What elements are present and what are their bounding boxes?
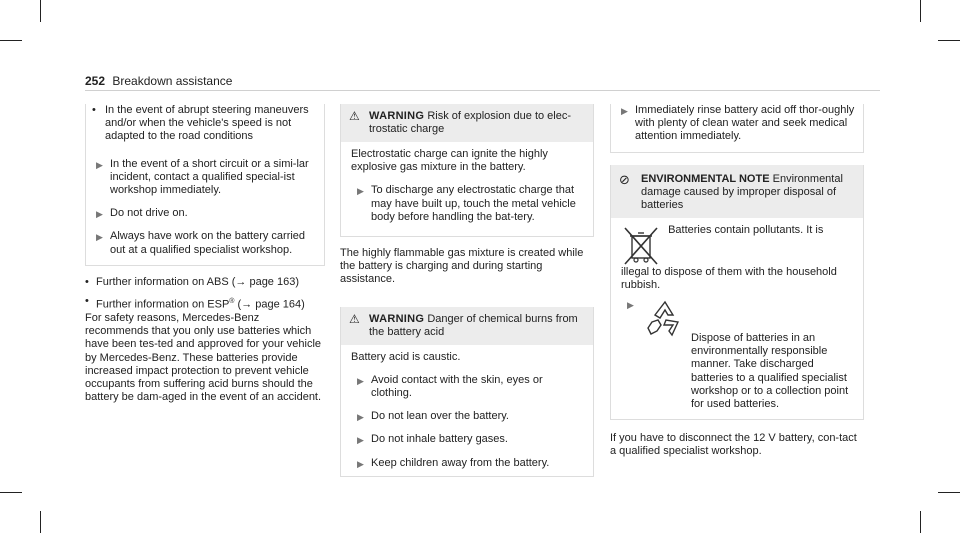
warning-label: WARNING (369, 110, 425, 122)
warning-header: ⚠ WARNING Risk of explosion due to elec-trostatic charge (341, 104, 593, 142)
environmental-note-header: ⊘ ENVIRONMENTAL NOTE Environmental damage caused by improper disposal of batteries (611, 165, 863, 218)
crossed-bin-icon (623, 226, 659, 266)
arrow-right-icon: ▶ (357, 458, 364, 469)
bullet-icon: • (92, 104, 96, 116)
environment-icon: ⊘ (619, 171, 630, 187)
list-item: ▶ Immediately rinse battery acid off thor-oughly with plenty of clean water and seek medical attention immediately. (621, 104, 855, 143)
arrow-right-icon: ▶ (357, 186, 364, 197)
column-1 (85, 104, 325, 410)
list-item: ▶ Keep children away from the battery. (351, 457, 583, 470)
warning-panel (340, 104, 594, 237)
warning-text: Battery acid is caustic. (351, 350, 461, 363)
header-rule (85, 90, 880, 91)
list-item: ▶ Always have work on the battery carried out at a qualified specialist workshop. (96, 230, 306, 256)
warning-panel (340, 307, 594, 477)
list-item: ▶ In the event of a short circuit or a simi-lar incident, contact a qualified special-ist workshop immediately. (96, 157, 309, 197)
crop-mark (0, 40, 22, 41)
list-item: ▶ Dispose of batteries in an environmentally responsible manner. Take discharged batteries to a qualified specialist workshop or to a collection point for used batteries. (627, 300, 849, 411)
arrow-right-icon: ▶ (357, 375, 364, 386)
arrow-right-icon: ▶ (357, 435, 364, 446)
list-item-abs (85, 276, 325, 289)
list-item: • In the event of abrupt steering maneuvers and/or when the vehicle's speed is not adapted to the road conditions (92, 104, 309, 143)
crop-mark (0, 492, 22, 493)
arrow-right-icon: ▶ (96, 232, 103, 243)
warning-triangle-icon: ⚠ (349, 311, 360, 326)
column-2 (340, 104, 594, 477)
arrow-right-icon: ▶ (357, 412, 364, 423)
crop-mark (40, 511, 41, 533)
list-item: ▶ Do not inhale battery gases. (351, 433, 583, 446)
arrow-right-icon: ▶ (96, 209, 103, 220)
crop-mark (938, 40, 960, 41)
continuation-panel (610, 104, 864, 153)
arrow-right-icon: ▶ (627, 300, 634, 311)
page-header (85, 74, 232, 88)
list-item: ▶ Do not lean over the battery. (351, 410, 583, 423)
warning-text: Electrostatic charge can ignite the highly explosive gas mixture in the battery. (351, 148, 548, 174)
continuation-panel (85, 104, 325, 266)
paragraph: If you have to disconnect the 12 V battery, con-tact a qualified specialist workshop. (610, 432, 857, 458)
warning-header: ⚠ WARNING Danger of chemical burns from the battery acid (341, 307, 593, 345)
warning-label: WARNING (369, 312, 425, 325)
bullet-icon: • (85, 295, 89, 308)
page-title: Breakdown assistance (112, 74, 233, 88)
page-number: 252 (85, 74, 106, 88)
list-item: ▶ Avoid contact with the skin, eyes or clothing. (357, 373, 543, 400)
arrow-right-icon: ▶ (621, 106, 628, 116)
list-item-esp: • Further information on ESP® (→ page 164) (85, 295, 305, 311)
paragraph: For safety reasons, Mercedes-Benz recommends that you only use batteries which have been tes-ted and approved for your vehicle by Mercedes-Benz. These batteries provide increased impact protection to prevent vehicle occupants from suffering acid burns should the battery be dam-aged in the event of an accident. (85, 311, 322, 404)
crop-mark (920, 0, 921, 22)
list-item: ▶ Do not drive on. (90, 207, 316, 220)
crop-mark (920, 511, 921, 533)
column-3 (610, 104, 864, 465)
bullet-icon: • (85, 275, 89, 288)
crop-mark (938, 492, 960, 493)
esp-link[interactable]: (→ page 164) (234, 298, 305, 311)
list-item: ▶ To discharge any electrostatic charge that may have built up, touch the metal vehicle body before handling the bat-tery. (357, 184, 576, 223)
abs-link[interactable]: Further information on ABS (→ page 163) (96, 275, 299, 288)
paragraph: The highly flammable gas mixture is created while the battery is charging and during starting assistance. (340, 247, 584, 286)
environmental-note-panel (610, 165, 864, 421)
arrow-right-icon: ▶ (96, 159, 103, 170)
crop-mark (40, 0, 41, 22)
warning-triangle-icon: ⚠ (349, 109, 360, 123)
environmental-note-label: ENVIRONMENTAL NOTE (641, 172, 770, 185)
bin-notice: Batteries contain pollutants. It is illegal to dispose of them with the household rubbish. (621, 223, 837, 291)
